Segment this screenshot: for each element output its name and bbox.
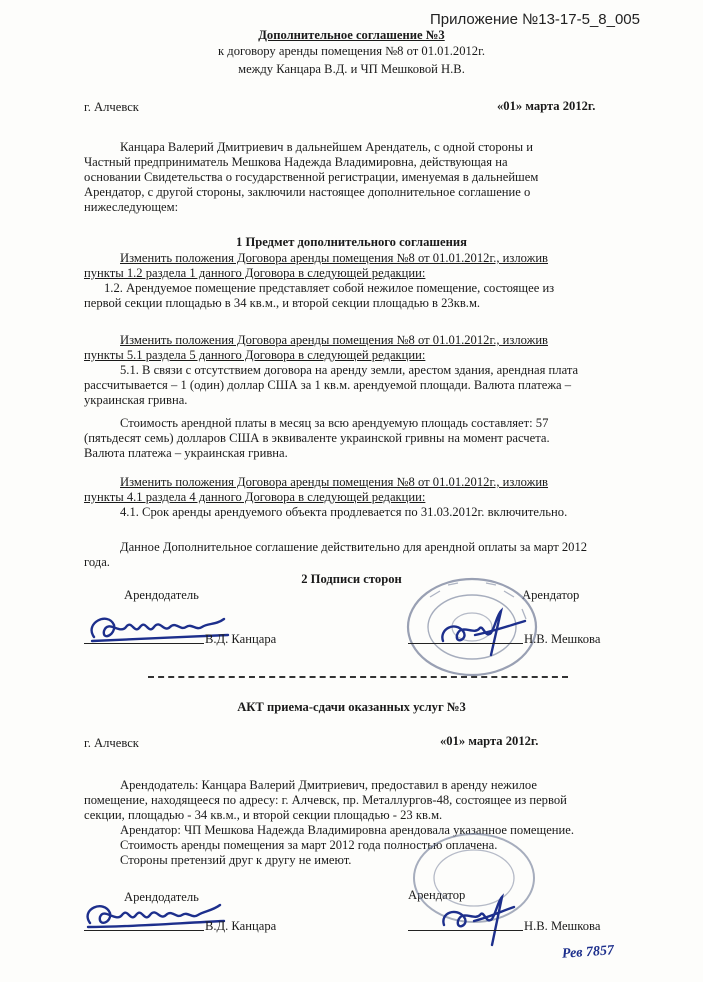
intro-line: Частный предприниматель Мешкова Надежда Владимировна, действующая на bbox=[84, 155, 508, 169]
amendment-line: Изменить положения Договора аренды помещения №8 от 01.01.2012г., изложив bbox=[120, 333, 549, 347]
act-line: помещение, находящееся по адресу: г. Алчевск, пр. Металлургов-48, состоящее из первой bbox=[84, 793, 567, 807]
section-1-title: 1 Предмет дополнительного соглашения bbox=[236, 235, 467, 249]
landlord-name-1: В.Д. Канцара bbox=[205, 632, 277, 646]
section-divider bbox=[148, 676, 568, 678]
agreement-subtitle-1: к договору аренды помещения №8 от 01.01.2012г. bbox=[218, 44, 485, 58]
amendment-line: пункты 1.2 раздела 1 данного Договора в следующей редакции: bbox=[84, 266, 426, 280]
act-line: секции, площадью - 34 кв.м., и второй секции площадью - 23 кв.м. bbox=[84, 808, 443, 822]
act-city: г. Алчевск bbox=[84, 736, 139, 750]
amendment-2 bbox=[84, 333, 634, 461]
act-landlord-label: Арендодатель bbox=[124, 890, 199, 904]
cost-line: Валюта платежа – украинская гривна. bbox=[84, 446, 288, 460]
amendment-item-line: 4.1. Срок аренды арендуемого объекта продлевается по 31.03.2012г. включительно. bbox=[120, 505, 568, 519]
tenant-label: Арендатор bbox=[522, 588, 580, 602]
validity-paragraph bbox=[84, 540, 634, 570]
tenant-name-1: Н.В. Мешкова bbox=[524, 632, 601, 646]
amendment-3 bbox=[84, 475, 634, 520]
amendment-item-line: рассчитывается – 1 (один) доллар США за 1 кв.м. арендуемой площади. Валюта платежа – bbox=[84, 378, 572, 392]
amendment-line: пункты 4.1 раздела 4 данного Договора в следующей редакции: bbox=[84, 490, 426, 504]
intro-line: Арендатор, с другой стороны, заключили настоящее дополнительное соглашение о bbox=[84, 185, 531, 199]
amendment-1 bbox=[84, 251, 634, 311]
act-line: Арендатор: ЧП Мешкова Надежда Владимировна арендовала указанное помещение. bbox=[120, 823, 575, 837]
tenant-signature-line-1 bbox=[408, 643, 523, 644]
cost-line: (пятьдесят семь) долларов США в эквиваленте украинской гривны на момент расчета. bbox=[84, 431, 550, 445]
validity-line: года. bbox=[84, 555, 110, 569]
tenant-signature-line-2 bbox=[408, 930, 523, 931]
amendment-item-line: украинская гривна. bbox=[84, 393, 188, 407]
tenant-signature-2 bbox=[438, 893, 518, 953]
act-date: «01» марта 2012г. bbox=[440, 734, 539, 748]
agreement-date: «01» марта 2012г. bbox=[497, 99, 596, 113]
amendment-item-line: 1.2. Арендуемое помещение представляет собой нежилое помещение, состоящее из bbox=[104, 281, 555, 295]
agreement-subtitle-2: между Канцара В.Д. и ЧП Мешковой Н.В. bbox=[238, 62, 465, 76]
landlord-name-2: В.Д. Канцара bbox=[205, 919, 277, 933]
act-line: Стоимость аренды помещения за март 2012 года полностью оплачена. bbox=[120, 838, 498, 852]
landlord-signature-line-1 bbox=[84, 643, 204, 644]
tenant-signature-1 bbox=[435, 605, 530, 660]
intro-line: Канцара Валерий Дмитриевич в дальнейшем Арендатель, с одной стороны и bbox=[120, 140, 534, 154]
act-tenant-label: Арендатор bbox=[408, 888, 466, 902]
landlord-signature-line-2 bbox=[84, 930, 204, 931]
tenant-name-2: Н.В. Мешкова bbox=[524, 919, 601, 933]
validity-line: Данное Дополнительное соглашение действительно для арендной оплаты за март 2012 bbox=[120, 540, 588, 554]
landlord-label: Арендодатель bbox=[124, 588, 199, 602]
act-line: Стороны претензий друг к другу не имеют. bbox=[120, 853, 352, 867]
intro-paragraph bbox=[84, 140, 634, 215]
amendment-line: Изменить положения Договора аренды помещения №8 от 01.01.2012г., изложив bbox=[120, 475, 549, 489]
amendment-line: пункты 5.1 раздела 5 данного Договора в следующей редакции: bbox=[84, 348, 426, 362]
amendment-item-line: первой секции площадью в 34 кв.м., и второй секции площадью в 23кв.м. bbox=[84, 296, 481, 310]
act-title: АКТ приема-сдачи оказанных услуг №3 bbox=[237, 700, 466, 714]
annex-label: Приложение №13-17-5_8_005 bbox=[430, 11, 640, 28]
section-2-title: 2 Подписи сторон bbox=[301, 572, 402, 586]
act-line: Арендодатель: Канцара Валерий Дмитриевич, предоставил в аренду нежилое bbox=[120, 778, 537, 792]
handwritten-note: Рев 7857 bbox=[561, 943, 615, 962]
cost-line: Стоимость арендной платы в месяц за всю арендуемую площадь составляет: 57 bbox=[120, 416, 549, 430]
intro-line: нижеследующем: bbox=[84, 200, 179, 214]
agreement-title: Дополнительное соглашение №3 bbox=[258, 28, 445, 42]
amendment-item-line: 5.1. В связи с отсутствием договора на аренду земли, арестом здания, арендная плата bbox=[120, 363, 579, 377]
intro-line: основании Свидетельства о государственной регистрации, именуемая в дальнейшем bbox=[84, 170, 539, 184]
agreement-city: г. Алчевск bbox=[84, 100, 139, 114]
amendment-line: Изменить положения Договора аренды помещения №8 от 01.01.2012г., изложив bbox=[120, 251, 549, 265]
